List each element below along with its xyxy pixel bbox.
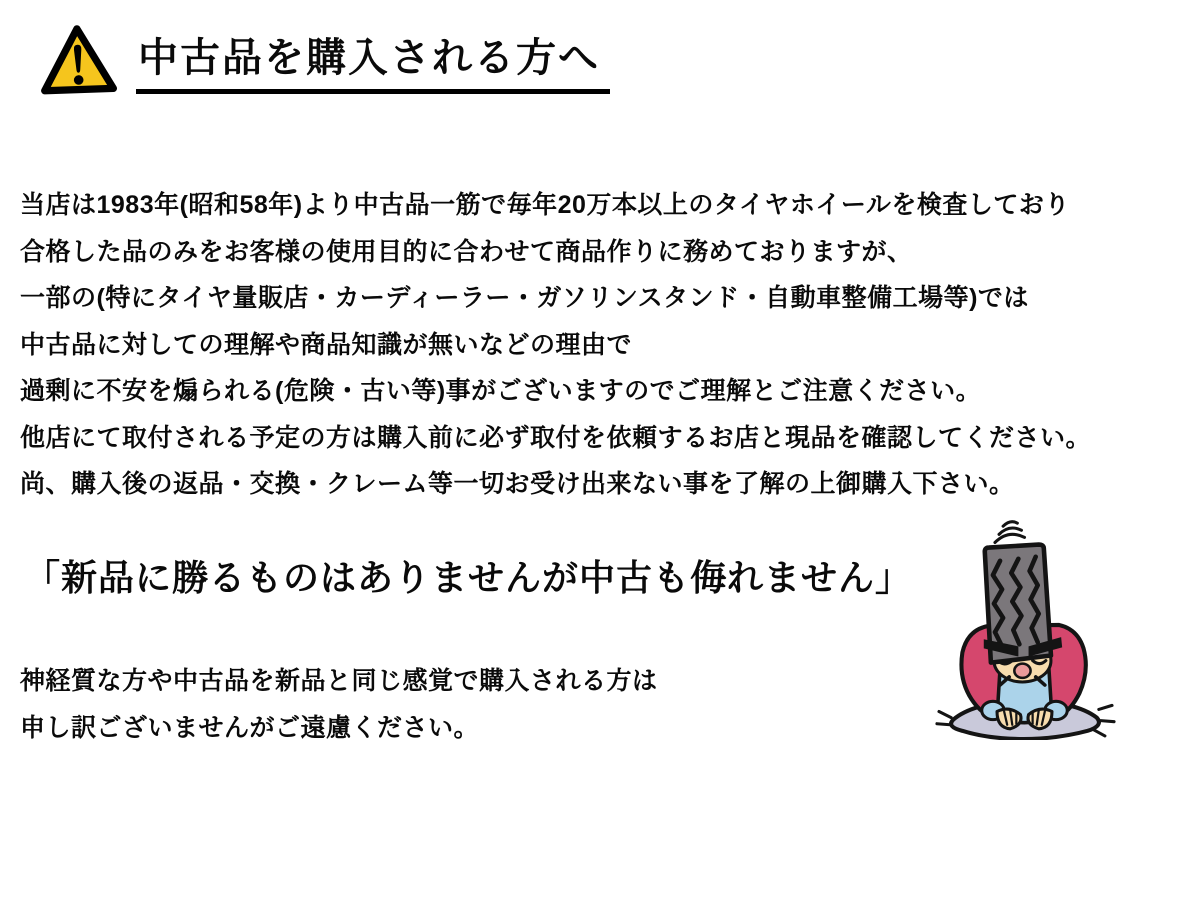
notice-line-1: 当店は1983年(昭和58年)より中古品一筋で毎年20万本以上のタイヤホイールを検査しており	[20, 191, 1070, 219]
nose	[1014, 664, 1030, 678]
header	[38, 22, 610, 98]
notice-line-3: 一部の(特にタイヤ量販店・カーディーラー・ガソリンスタンド・自動車整備工場等)では	[20, 284, 1029, 312]
notice-line-2: 合格した品のみをお客様の使用目的に合わせて商品作りに務めておりますが、	[20, 237, 913, 266]
motion-lines-icon	[995, 522, 1025, 543]
page-title: 中古品を購入される方へ	[136, 36, 610, 94]
notice-line-4: 中古品に対しての理解や商品知識が無いなどの理由で	[20, 330, 633, 359]
closing-line-1: 神経質な方や中古品を新品と同じ感覚で購入される方は	[20, 667, 658, 695]
notice-line-7: 尚、購入後の返品・交換・クレーム等一切お受け出来ない事を了解の上御購入下さい。	[20, 470, 1015, 498]
notice-line-6: 他店にて取付される予定の方は購入前に必ず取付を依頼するお店と現品を確認してください。	[20, 423, 1092, 452]
notice-line-5: 過剰に不安を煽られる(危険・古い等)事がございますのでご理解とご注意ください。	[20, 377, 982, 405]
bowing-tire-mascot-illustration	[934, 514, 1116, 740]
warning-triangle-icon	[37, 21, 120, 100]
quote-headline: 「新品に勝るものはありませんが中古も侮れません」	[24, 557, 913, 598]
notice-body	[20, 182, 1092, 508]
closing-line-2: 申し訳ございませんがご遠慮ください。	[20, 714, 480, 742]
closing-note	[20, 658, 658, 752]
